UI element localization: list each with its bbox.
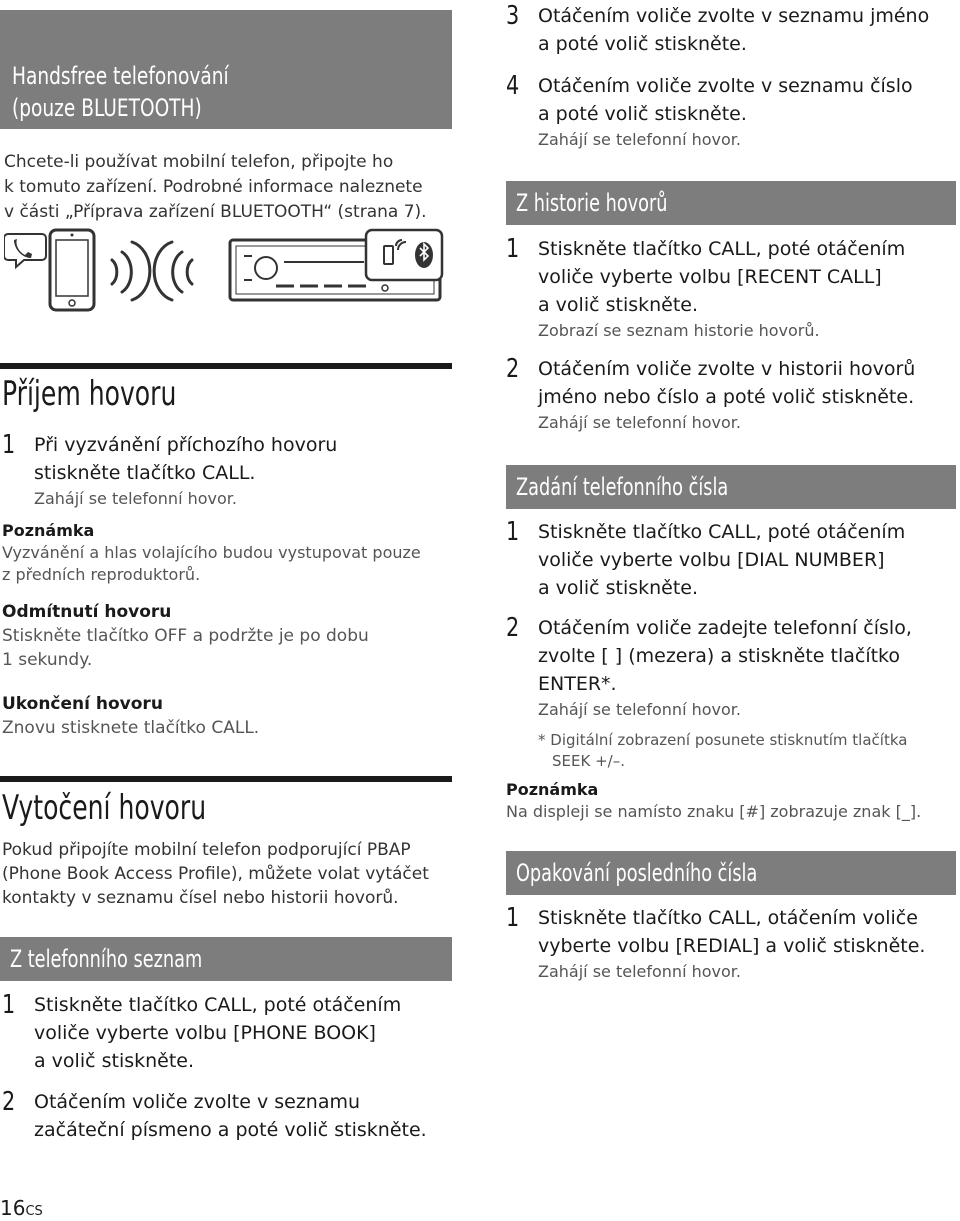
step-result: Zobrazí se seznam historie hovorů. — [538, 321, 820, 340]
reject-call-title: Odmítnutí hovoru — [2, 602, 172, 622]
step-result: Zahájí se telefonní hovor. — [538, 130, 741, 149]
car-stereo-icon — [230, 230, 442, 300]
note-title: Poznámka — [506, 780, 599, 799]
phone-call-icon — [4, 234, 46, 267]
historie-step-2 — [506, 355, 956, 439]
reject-call-section: Odmítnutí hovoru Stiskněte tlačítko OFF a podržte je po dobu 1 sekundy. — [2, 600, 452, 672]
step-number: 2 — [506, 613, 520, 643]
step-text: Stiskněte tlačítko CALL, otáčením voliče vyberte volbu [REDIAL] a volič stiskněte. Zahájí se telefonní hovor. — [538, 904, 925, 984]
seznam-step-4 — [506, 72, 956, 156]
step-number: 1 — [506, 903, 520, 933]
bluetooth-icon — [415, 242, 433, 268]
step-number: 4 — [506, 71, 520, 101]
handsfree-intro: Chcete-li používat mobilní telefon, připojte ho k tomuto zařízení. Podrobné informace naleznete v části „Příprava zařízení BLUETOOTH“ (strana 7). — [4, 152, 427, 222]
zadani-footnote: * Digitální zobrazení posunete stisknutím tlačítka SEEK +/–. — [538, 731, 908, 770]
mobile-phone-icon — [50, 230, 94, 310]
end-call-title: Ukončení hovoru — [2, 694, 163, 714]
step-text: Otáčením voliče zvolte v seznamu číslo a poté volič stiskněte. Zahájí se telefonní hovor. — [538, 72, 913, 152]
zadani-title: Zadání telefonního čísla — [516, 473, 729, 501]
handsfree-illustration — [4, 226, 454, 318]
seznam-step-3 — [506, 2, 956, 58]
step-text: Při vyzvánění příchozího hovoru stiskněte tlačítko CALL. Zahájí se telefonní hovor. — [34, 431, 337, 511]
vytoceni-title: Vytočení hovoru — [2, 788, 207, 828]
prijem-title: Příjem hovoru — [2, 374, 177, 414]
step-number: 1 — [2, 990, 16, 1020]
step-result: Zahájí se telefonní hovor. — [538, 413, 741, 432]
zadani-step-2 — [506, 614, 956, 724]
section-rule-vytoceni — [0, 776, 452, 782]
seznam-step-1 — [2, 991, 452, 1075]
step-number: 2 — [506, 354, 520, 384]
step-number: 3 — [506, 1, 520, 31]
historie-step-1 — [506, 235, 956, 345]
signal-waves-icon — [112, 242, 192, 300]
opakovani-step-1 — [506, 904, 956, 988]
footnote-mark: * — [538, 731, 546, 749]
historie-title: Z historie hovorů — [516, 189, 668, 217]
handsfree-title: Handsfree telefonování (pouze BLUETOOTH) — [12, 62, 229, 122]
zadani-header-box — [506, 465, 956, 509]
handsfree-header-box — [0, 10, 452, 129]
zadani-note: Poznámka Na displeji se namísto znaku [#] zobrazuje znak [_]. — [506, 779, 956, 823]
step-result: Zahájí se telefonní hovor. — [34, 489, 237, 508]
step-number: 1 — [506, 234, 520, 264]
end-call-section: Ukončení hovoru Znovu stisknete tlačítko CALL. — [2, 692, 452, 740]
historie-header-box — [506, 181, 956, 225]
step-text: Otáčením voliče zvolte v seznamu jméno a poté volič stiskněte. — [538, 5, 930, 55]
step-text: Stiskněte tlačítko CALL, poté otáčením voliče vyberte volbu [DIAL NUMBER] a volič stiskněte. — [538, 521, 906, 599]
step-number: 1 — [506, 517, 520, 547]
seznam-title: Z telefonního seznam — [10, 945, 203, 973]
vytoceni-intro: Pokud připojíte mobilní telefon podporující PBAP (Phone Book Access Profile), můžete volat vytáčet kontakty v seznamu čísel nebo historii hovorů. — [2, 840, 429, 908]
step-result: Zahájí se telefonní hovor. — [538, 962, 741, 981]
prijem-note: Poznámka Vyzvánění a hlas volajícího budou vystupovat pouze z předních reproduktorů. — [2, 520, 452, 586]
opakovani-header-box — [506, 851, 956, 895]
step-number: 1 — [2, 430, 16, 460]
seznam-step-2 — [2, 1088, 452, 1144]
note-title: Poznámka — [2, 521, 95, 540]
step-result: Zahájí se telefonní hovor. — [538, 700, 741, 719]
step-number: 2 — [2, 1087, 16, 1117]
step-text: Otáčením voliče zvolte v seznamu začáteční písmeno a poté volič stiskněte. — [34, 1091, 427, 1141]
step-text: Stiskněte tlačítko CALL, poté otáčením voliče vyberte volbu [RECENT CALL] a volič stiskněte. Zobrazí se seznam historie hovorů. — [538, 235, 905, 343]
zadani-step-1 — [506, 518, 956, 602]
step-text: Stiskněte tlačítko CALL, poté otáčením voliče vyberte volbu [PHONE BOOK] a volič stiskněte. — [34, 994, 402, 1072]
opakovani-title: Opakování posledního čísla — [516, 859, 758, 887]
step-text: Otáčením voliče zvolte v historii hovorů jméno nebo číslo a poté volič stiskněte. Zahájí se telefonní hovor. — [538, 355, 915, 435]
prijem-step-1 — [2, 431, 452, 521]
seznam-header-box — [0, 937, 452, 981]
section-rule-prijem — [0, 363, 452, 369]
step-text: Otáčením voliče zadejte telefonní číslo, zvolte [ ] (mezera) a stiskněte tlačítko ENTER*. Zahájí se telefonní hovor. — [538, 614, 912, 722]
page-number: 16CS — [0, 1196, 43, 1220]
